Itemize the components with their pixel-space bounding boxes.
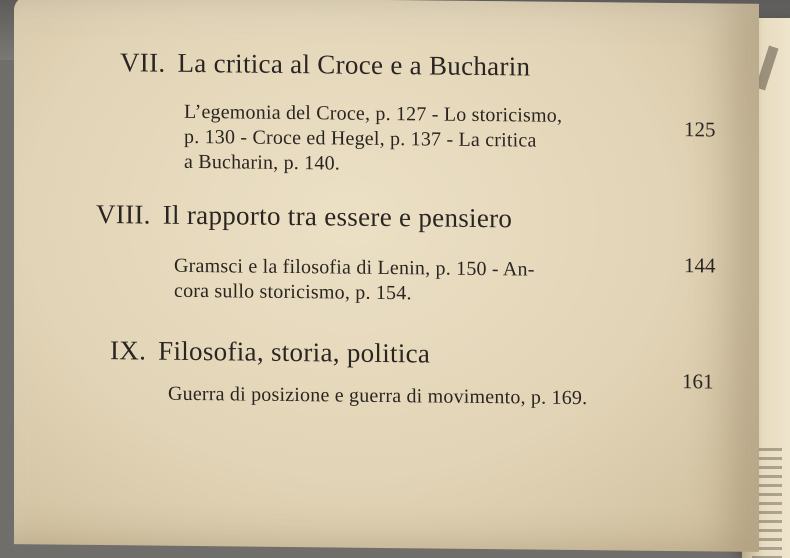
chapter-title [120,47,530,82]
contents-line: Guerra di posizione e guerra di movimento, p. 169. [168,382,588,410]
chapter-title-text: Filosofia, storia, politica [158,335,431,369]
chapter-numeral: VIII. [96,198,151,230]
page-number: 161 [682,369,714,394]
page-number: 144 [684,253,716,278]
contents-line: L’egemonia del Croce, p. 127 - Lo storicismo, [184,100,563,127]
chapter-title-text: Il rapporto tra essere e pensiero [162,199,513,234]
chapter-numeral: IX. [110,335,147,366]
chapter-contents [168,382,587,411]
contents-line: p. 130 - Croce ed Hegel, p. 137 - La critica [184,125,537,152]
chapter-numeral: VII. [120,47,166,78]
contents-line: cora sullo storicismo, p. 154. [174,279,412,305]
chapter-contents [174,254,535,308]
chapter-contents [184,100,562,179]
chapter-title-text: La critica al Croce e a Bucharin [177,47,531,82]
chapter-title [110,335,430,369]
book-page [14,0,759,552]
contents-line: a Bucharin, p. 140. [184,150,340,175]
chapter-title [96,199,512,234]
contents-line: Gramsci e la filosofia di Lenin, p. 150 - An- [174,254,535,281]
page-number: 125 [684,117,716,142]
